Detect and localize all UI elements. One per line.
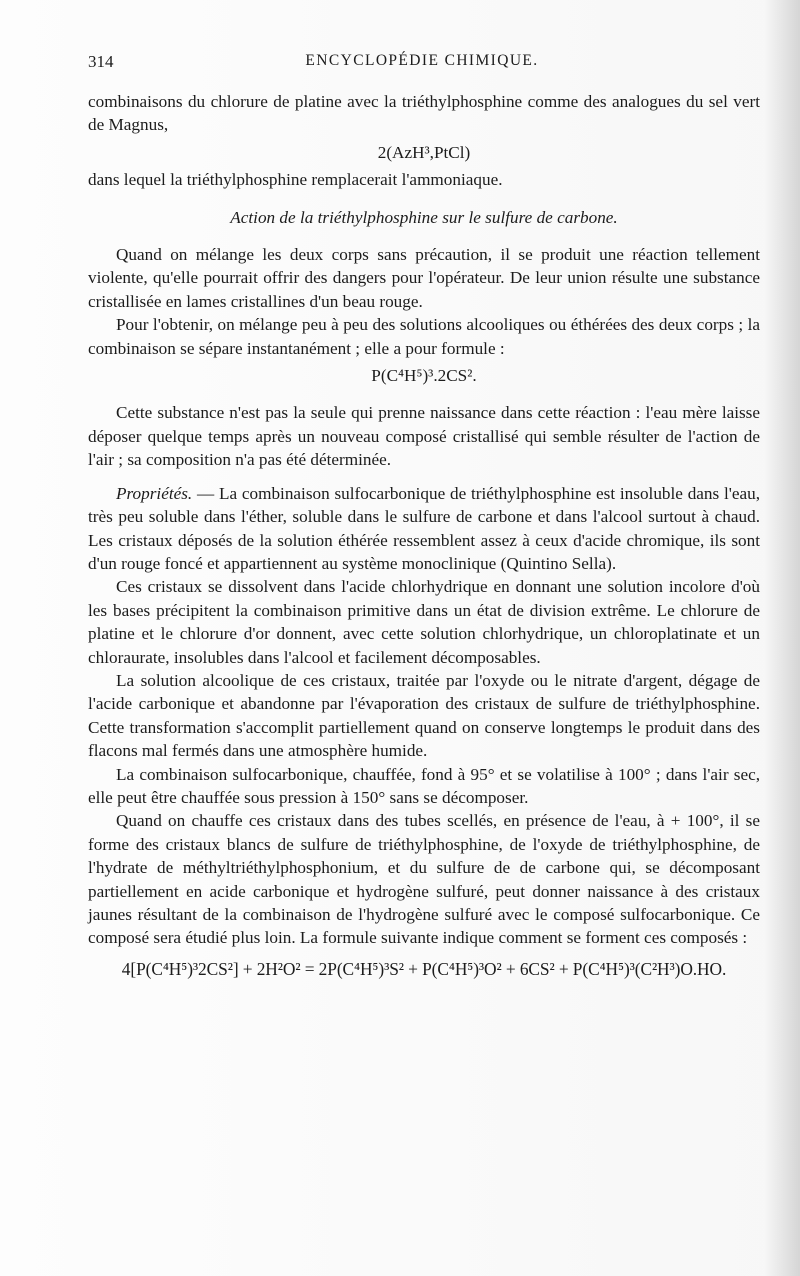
paragraph: combinaisons du chlorure de platine avec la triéthylphosphine comme des analogues du sel vert de Magnus, (88, 92, 760, 135)
page-header (88, 48, 756, 74)
properties-heading: Propriétés. (116, 483, 193, 503)
formula: 4[P(C⁴H⁵)³2CS²] + 2H²O² = 2P(C⁴H⁵)³S² + P(C⁴H⁵)³O² + 6CS² + P(C⁴H⁵)³(C²H³)O.HO. (121, 958, 727, 979)
formula: 2(AzH³,PtCl) (377, 142, 471, 162)
section-title: Action de la triéthylphosphine sur le sulfure de carbone. (230, 207, 618, 227)
paragraph: La solution alcoolique de ces cristaux, traitée par l'oxyde ou le nitrate d'argent, dégage de l'acide carbonique et abandonne par l'évaporation des cristaux de sulfure de triéthylphosphine. Cette transformation s'accomplit partiellement quand on conserve longtemps le produit dans des flacons mal fermés dans une atmosphère humide. (88, 670, 760, 761)
paragraph: Pour l'obtenir, on mélange peu à peu des solutions alcooliques ou éthérées des deux corps ; la combinaison se sépare instantanément ; elle a pour formule : (88, 315, 760, 358)
paragraph: Ces cristaux se dissolvent dans l'acide chlorhydrique en donnant une solution incolore d'où les bases précipitent la combinaison primitive dans un état de division extrême. Le chlorure de platine et le chlorure d'or donnent, avec cette solution chlorhydrique, un chloroplatinate et un chloraurate, insolubles dans l'alcool et facilement décomposables. (88, 577, 760, 667)
page-body (88, 90, 760, 981)
formula: P(C⁴H⁵)³.2CS². (371, 366, 477, 386)
paragraph: Cette substance n'est pas la seule qui prenne naissance dans cette réaction : l'eau mère laisse déposer quelque temps après un nouveau composé cristallisé qui semble résulter de l'action de l'air ; sa composition n'a pas été déterminée. (88, 403, 760, 470)
paragraph: La combinaison sulfocarbonique, chauffée, fond à 95° et se volatilise à 100° ; dans l'air sec, elle peut être chauffée sous pression à 150° sans se décomposer. (88, 764, 760, 807)
paragraph: Quand on mélange les deux corps sans précaution, il se produit une réaction tellement violente, qu'elle pourrait offrir des dangers pour l'opérateur. De leur union résulte une substance cristallisée en lames cristallines d'un beau rouge. (88, 245, 760, 311)
page-number: 314 (88, 52, 114, 71)
paragraph: Quand on chauffe ces cristaux dans des tubes scellés, en présence de l'eau, à + 100°, il se forme des cristaux blancs de sulfure de triéthylphosphine, de l'oxyde de triéthylphosphine, de l'hydrate de méthyltriéthylphosphonium, et du sulfure de de carbone qui, se décomposant partiellement en acide carbonique et hydrogène sulfuré, peut donner naissance à des cristaux jaunes résultant de la combinaison de l'hydrogène sulfuré avec le composé sulfocarbonique. Ce composé sera étudié plus loin. La formule suivante indique comment se forment ces composés : (88, 811, 760, 948)
paragraph-text: — La combinaison sulfocarbonique de triéthylphosphine est insoluble dans l'eau, très peu soluble dans l'éther, soluble dans le sulfure de carbone et dans l'alcool surtout à chaud. Les cristaux déposés de la solution éthérée ressemblent assez à ceux d'acide chromique, ils sont d'un rouge foncé et appartiennent au système monoclinique (Quintino Sella). (88, 483, 760, 573)
facing-page-bleed (764, 0, 800, 1276)
running-title: ENCYCLOPÉDIE CHIMIQUE. (305, 52, 539, 69)
paragraph (88, 482, 760, 576)
paragraph: dans lequel la triéthylphosphine remplacerait l'ammoniaque. (88, 170, 503, 190)
